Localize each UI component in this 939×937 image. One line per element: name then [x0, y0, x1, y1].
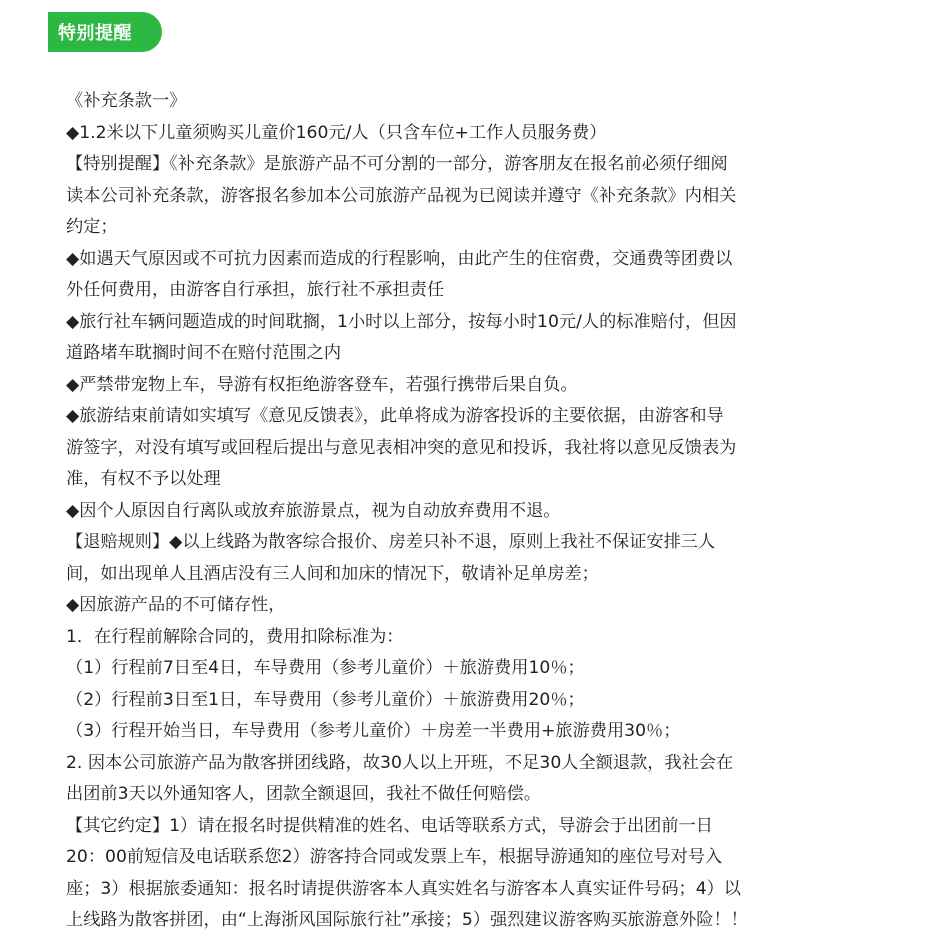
- text-line: 道路堵车耽搁时间不在赔付范围之内: [66, 343, 342, 363]
- text-line: 20：00前短信及电话联系您2）游客持合同或发票上车，根据导游通知的座位号对号入: [66, 847, 723, 867]
- text-line: ◆严禁带宠物上车，导游有权拒绝游客登车，若强行携带后果自负。: [66, 374, 578, 395]
- text-line: 上线路为散客拼团，由“上海浙风国际旅行社”承接；5）强烈建议游客购买旅游意外险！！: [66, 910, 748, 930]
- text-line: 《补充条款一》: [66, 91, 187, 111]
- text-line: 出团前3天以外通知客人，团款全额退回，我社不做任何赔偿。: [66, 784, 542, 804]
- section-header-title: 特别提醒: [58, 23, 132, 44]
- text-line: 座；3）根据旅委通知：报名时请提供游客本人真实姓名与游客本人真实证件号码；4）以: [66, 878, 741, 899]
- text-line: （3）行程开始当日，车导费用（参考儿童价）＋房差一半费用+旅游费用30％；: [66, 721, 681, 741]
- text-line: ◆旅游结束前请如实填写《意见反馈表》，此单将成为游客投诉的主要依据，由游客和导: [66, 406, 724, 426]
- text-line: ◆如遇天气原因或不可抗力因素而造成的行程影响，由此产生的住宿费，交通费等团费以: [66, 248, 733, 269]
- text-line: 约定；: [66, 217, 118, 237]
- text-line: 游签字，对没有填写或回程后提出与意见表相冲突的意见和投诉，我社将以意见反馈表为: [66, 437, 737, 458]
- text-line: 读本公司补充条款，游客报名参加本公司旅游产品视为已阅读并遵守《补充条款》内相关: [66, 185, 737, 206]
- text-line: 1．在行程前解除合同的，费用扣除标准为：: [66, 626, 404, 647]
- text-line: 【特别提醒】《补充条款》是旅游产品不可分割的一部分，游客朋友在报名前必须仔细阅: [66, 154, 728, 174]
- text-line: （2）行程前3日至1日，车导费用（参考儿童价）＋旅游费用20％；: [66, 689, 585, 710]
- text-line: 外任何费用，由游客自行承担，旅行社不承担责任: [66, 280, 445, 300]
- text-line: 【退赔规则】◆以上线路为散客综合报价、房差只补不退，原则上我社不保证安排三人: [66, 532, 716, 552]
- text-line: ◆因旅游产品的不可储存性，: [66, 595, 286, 615]
- text-line: 【其它约定】1）请在报名时提供精准的姓名、电话等联系方式，导游会于出团前一日: [66, 815, 713, 836]
- terms-content: [66, 86, 892, 937]
- text-line: （1）行程前7日至4日，车导费用（参考儿童价）＋旅游费用10％；: [66, 658, 585, 678]
- text-line: 2. 因本公司旅游产品为散客拼团线路，故30人以上开班，不足30人全额退款，我社会在: [66, 752, 734, 773]
- text-line: ◆1.2米以下儿童须购买儿童价160元/人（只含车位+工作人员服务费）: [66, 122, 607, 143]
- text-line: 间，如出现单人且酒店没有三人间和加床的情况下，敬请补足单房差；: [66, 563, 599, 584]
- section-header-tab: [48, 12, 162, 52]
- text-line: 准，有权不予以处理: [66, 469, 221, 489]
- text-line: ◆因个人原因自行离队或放弃旅游景点，视为自动放弃费用不退。: [66, 500, 561, 521]
- text-line: ◆旅行社车辆问题造成的时间耽搁，1小时以上部分，按每小时10元/人的标准赔付，但因: [66, 311, 737, 332]
